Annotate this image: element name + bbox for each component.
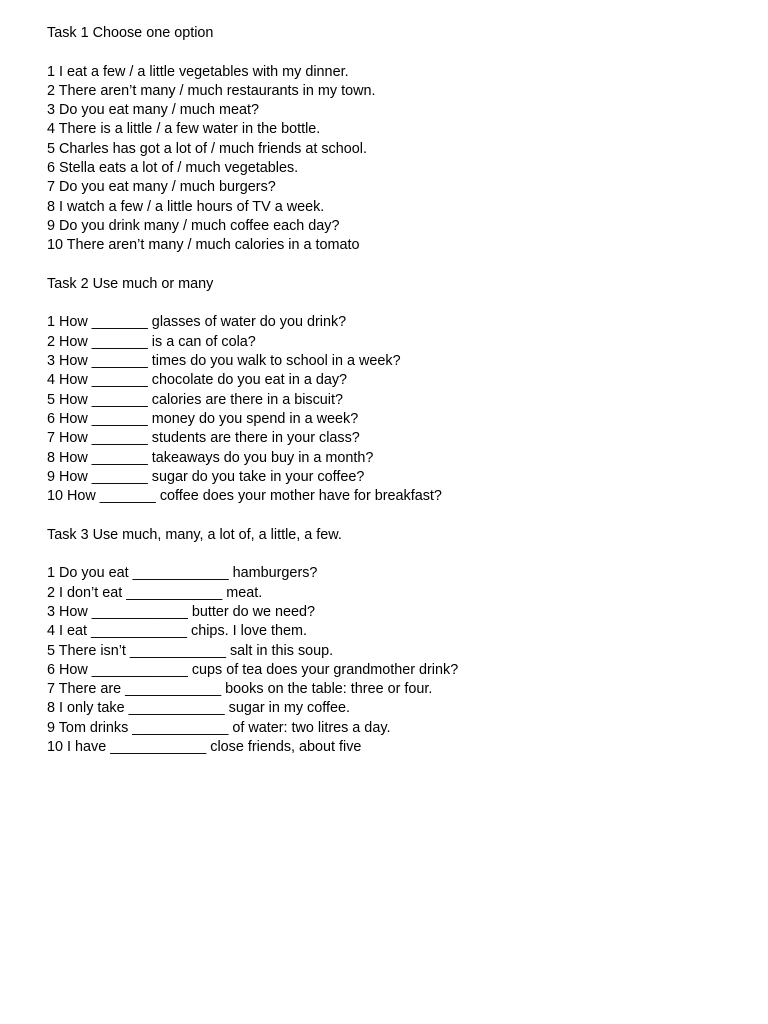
task-2-title: Task 2 Use much or many xyxy=(47,275,214,292)
task-1-item-5: 5 Charles has got a lot of / much friends at school. xyxy=(47,140,367,157)
task-2-item-7: 7 How _______ students are there in your class? xyxy=(47,430,360,447)
task-2-item-3: 3 How _______ times do you walk to school in a week? xyxy=(47,353,401,370)
spacer xyxy=(47,294,747,313)
task-3-item-3: 3 How ____________ butter do we need? xyxy=(47,603,316,620)
task-1-item-6: 6 Stella eats a lot of / much vegetables. xyxy=(47,160,299,177)
worksheet-page xyxy=(47,24,747,757)
task-3-item-10: 10 I have ____________ close friends, about five xyxy=(47,738,362,755)
task-2-item-6: 6 How _______ money do you spend in a week? xyxy=(47,410,359,427)
task-3-item-8: 8 I only take ____________ sugar in my coffee. xyxy=(47,700,350,717)
task-1-title: Task 1 Choose one option xyxy=(47,25,214,41)
spacer xyxy=(47,256,747,275)
task-3-item-1: 1 Do you eat ____________ hamburgers? xyxy=(47,565,318,582)
task-2-item-10: 10 How _______ coffee does your mother have for breakfast? xyxy=(47,488,442,505)
task-3-item-6: 6 How ____________ cups of tea does your grandmother drink? xyxy=(47,661,459,678)
task-3-title: Task 3 Use much, many, a lot of, a little, a few. xyxy=(47,526,342,543)
task-2-item-5: 5 How _______ calories are there in a biscuit? xyxy=(47,391,343,408)
task-2-item-9: 9 How _______ sugar do you take in your coffee? xyxy=(47,468,365,485)
task-3-item-9: 9 Tom drinks ____________ of water: two litres a day. xyxy=(47,719,391,736)
task-3-item-5: 5 There isn’t ____________ salt in this soup. xyxy=(47,642,334,659)
task-1-item-10: 10 There aren’t many / much calories in a tomato xyxy=(47,237,360,254)
task-1-item-3: 3 Do you eat many / much meat? xyxy=(47,102,259,119)
task-1-item-2: 2 There aren’t many / much restaurants in my town. xyxy=(47,82,376,99)
task-3-item-2: 2 I don’t eat ____________ meat. xyxy=(47,584,263,601)
task-1-item-7: 7 Do you eat many / much burgers? xyxy=(47,179,276,196)
task-1-item-8: 8 I watch a few / a little hours of TV a week. xyxy=(47,198,325,215)
task-1-item-1: 1 I eat a few / a little vegetables with my dinner. xyxy=(47,63,349,80)
task-2-item-2: 2 How _______ is a can of cola? xyxy=(47,333,256,350)
task-3-item-4: 4 I eat ____________ chips. I love them. xyxy=(47,623,308,640)
task-1-item-4: 4 There is a little / a few water in the bottle. xyxy=(47,121,321,138)
task-3-item-7: 7 There are ____________ books on the table: three or four. xyxy=(47,681,433,698)
task-2-item-8: 8 How _______ takeaways do you buy in a month? xyxy=(47,449,374,466)
task-2-item-1: 1 How _______ glasses of water do you drink? xyxy=(47,314,347,331)
task-1-item-9: 9 Do you drink many / much coffee each day? xyxy=(47,217,340,234)
spacer xyxy=(47,545,747,564)
spacer xyxy=(47,506,747,525)
task-2-item-4: 4 How _______ chocolate do you eat in a day? xyxy=(47,372,348,389)
spacer xyxy=(47,43,747,62)
